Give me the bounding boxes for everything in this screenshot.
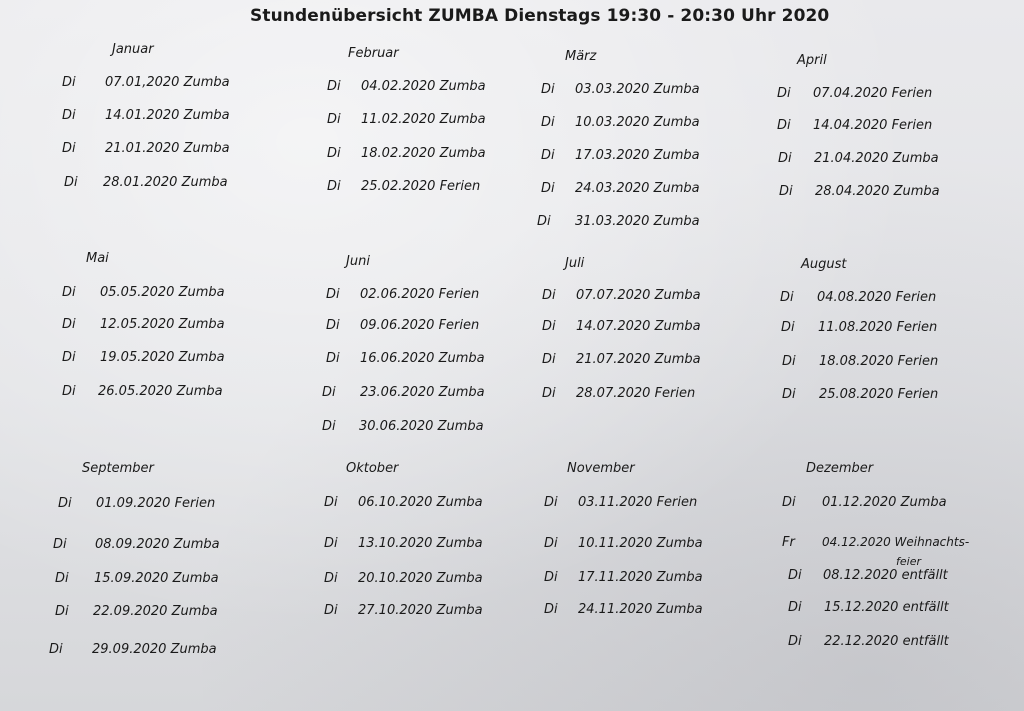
entry-date-status: 27.10.2020 Zumba	[358, 603, 483, 618]
entry-date-status: 31.03.2020 Zumba	[575, 214, 700, 229]
entry-date-status: 25.02.2020 Ferien	[361, 179, 481, 194]
weekday: Di	[542, 386, 556, 401]
weekday: Di	[49, 642, 63, 657]
weekday: Di	[541, 148, 555, 163]
entry-date-status: 28.07.2020 Ferien	[576, 386, 696, 401]
weekday: Di	[324, 495, 338, 510]
entry-date-status: 28.01.2020 Zumba	[103, 175, 228, 190]
entry-date-status: 17.03.2020 Zumba	[575, 148, 700, 163]
month-heading-februar: Februar	[348, 46, 399, 61]
weekday: Di	[782, 387, 796, 402]
weekday: Di	[544, 570, 558, 585]
weekday: Di	[324, 603, 338, 618]
weekday: Di	[322, 385, 336, 400]
entry-date-status: 04.08.2020 Ferien	[817, 290, 937, 305]
weekday: Di	[537, 214, 551, 229]
weekday: Di	[542, 352, 556, 367]
entry-date-status: 12.05.2020 Zumba	[100, 317, 225, 332]
entry-date-status: 13.10.2020 Zumba	[358, 536, 483, 551]
weekday: Di	[55, 571, 69, 586]
weekday: Di	[62, 350, 76, 365]
weekday: Di	[327, 112, 341, 127]
weekday: Di	[542, 288, 556, 303]
weekday: Di	[544, 495, 558, 510]
entry-date-status: 01.09.2020 Ferien	[96, 496, 216, 511]
weekday: Di	[541, 115, 555, 130]
entry-date-status: 08.09.2020 Zumba	[95, 537, 220, 552]
weekday: Di	[53, 537, 67, 552]
entry-date-status: 01.12.2020 Zumba	[822, 495, 947, 510]
entry-date-status: 18.08.2020 Ferien	[819, 354, 939, 369]
entry-date-status: 09.06.2020 Ferien	[360, 318, 480, 333]
weekday: Di	[64, 175, 78, 190]
entry-date-status: 29.09.2020 Zumba	[92, 642, 217, 657]
weekday: Di	[778, 151, 792, 166]
weekday: Di	[327, 179, 341, 194]
entry-date-status: 22.12.2020 entfällt	[824, 634, 949, 649]
weekday: Di	[62, 141, 76, 156]
entry-date-status: 23.06.2020 Zumba	[360, 385, 485, 400]
entry-date-status: 15.12.2020 entfällt	[824, 600, 949, 615]
weekday: Di	[782, 354, 796, 369]
entry-date-status: 02.06.2020 Ferien	[360, 287, 480, 302]
weekday: Di	[326, 318, 340, 333]
month-heading-dezember: Dezember	[806, 461, 874, 476]
entry-date-status: 08.12.2020 entfällt	[823, 568, 948, 583]
entry-date-status: 25.08.2020 Ferien	[819, 387, 939, 402]
entry-date-status: 11.08.2020 Ferien	[818, 320, 938, 335]
entry-date-status: 18.02.2020 Zumba	[361, 146, 486, 161]
weekday: Fr	[782, 535, 795, 550]
month-heading-november: November	[567, 461, 635, 476]
weekday: Di	[544, 536, 558, 551]
month-heading-august: August	[801, 257, 847, 272]
entry-date-status: 16.06.2020 Zumba	[360, 351, 485, 366]
entry-date-status: 07.07.2020 Zumba	[576, 288, 701, 303]
weekday: Di	[541, 82, 555, 97]
entry-date-status: 30.06.2020 Zumba	[359, 419, 484, 434]
page-title: Stundenübersicht ZUMBA Dienstags 19:30 - 20:30 Uhr 2020	[250, 6, 830, 26]
weekday: Di	[324, 571, 338, 586]
weekday: Di	[788, 600, 802, 615]
entry-date-status: 04.02.2020 Zumba	[361, 79, 486, 94]
month-heading-juli: Juli	[565, 256, 585, 271]
weekday: Di	[62, 75, 76, 90]
entry-date-status: 24.03.2020 Zumba	[575, 181, 700, 196]
weekday: Di	[326, 287, 340, 302]
entry-date-status: 14.07.2020 Zumba	[576, 319, 701, 334]
entry-date-status: 14.01.2020 Zumba	[105, 108, 230, 123]
entry-date-status: 19.05.2020 Zumba	[100, 350, 225, 365]
weekday: Di	[55, 604, 69, 619]
entry-date-status: 21.04.2020 Zumba	[814, 151, 939, 166]
entry-date-status: 21.07.2020 Zumba	[576, 352, 701, 367]
month-heading-januar: Januar	[112, 42, 154, 57]
weekday: Di	[777, 118, 791, 133]
weekday: Di	[788, 568, 802, 583]
weekday: Di	[788, 634, 802, 649]
entry-date-status: 03.11.2020 Ferien	[578, 495, 698, 510]
weekday: Di	[62, 108, 76, 123]
weekday: Di	[781, 320, 795, 335]
weekday: Di	[779, 184, 793, 199]
weekday: Di	[324, 536, 338, 551]
month-heading-mai: Mai	[86, 251, 109, 266]
entry-date-status: 03.03.2020 Zumba	[575, 82, 700, 97]
entry-date-status: 07.01,2020 Zumba	[105, 75, 230, 90]
weekday: Di	[322, 419, 336, 434]
entry-date-status: 06.10.2020 Zumba	[358, 495, 483, 510]
month-heading-september: September	[82, 461, 154, 476]
entry-note: feier	[896, 555, 921, 568]
weekday: Di	[327, 146, 341, 161]
entry-date-status: 04.12.2020 Weihnachts-	[822, 535, 970, 549]
month-heading-juni: Juni	[346, 254, 370, 269]
weekday: Di	[62, 285, 76, 300]
entry-date-status: 11.02.2020 Zumba	[361, 112, 486, 127]
entry-date-status: 28.04.2020 Zumba	[815, 184, 940, 199]
entry-date-status: 17.11.2020 Zumba	[578, 570, 703, 585]
entry-date-status: 10.03.2020 Zumba	[575, 115, 700, 130]
weekday: Di	[782, 495, 796, 510]
entry-date-status: 14.04.2020 Ferien	[813, 118, 933, 133]
weekday: Di	[541, 181, 555, 196]
weekday: Di	[327, 79, 341, 94]
weekday: Di	[542, 319, 556, 334]
entry-date-status: 10.11.2020 Zumba	[578, 536, 703, 551]
entry-date-status: 21.01.2020 Zumba	[105, 141, 230, 156]
month-heading-april: April	[797, 53, 827, 68]
entry-date-status: 26.05.2020 Zumba	[98, 384, 223, 399]
entry-date-status: 05.05.2020 Zumba	[100, 285, 225, 300]
weekday: Di	[544, 602, 558, 617]
weekday: Di	[777, 86, 791, 101]
weekday: Di	[780, 290, 794, 305]
entry-date-status: 20.10.2020 Zumba	[358, 571, 483, 586]
entry-date-status: 15.09.2020 Zumba	[94, 571, 219, 586]
weekday: Di	[326, 351, 340, 366]
month-heading-oktober: Oktober	[346, 461, 399, 476]
month-heading-maerz: März	[565, 49, 597, 64]
entry-date-status: 24.11.2020 Zumba	[578, 602, 703, 617]
weekday: Di	[58, 496, 72, 511]
weekday: Di	[62, 317, 76, 332]
entry-date-status: 07.04.2020 Ferien	[813, 86, 933, 101]
weekday: Di	[62, 384, 76, 399]
entry-date-status: 22.09.2020 Zumba	[93, 604, 218, 619]
